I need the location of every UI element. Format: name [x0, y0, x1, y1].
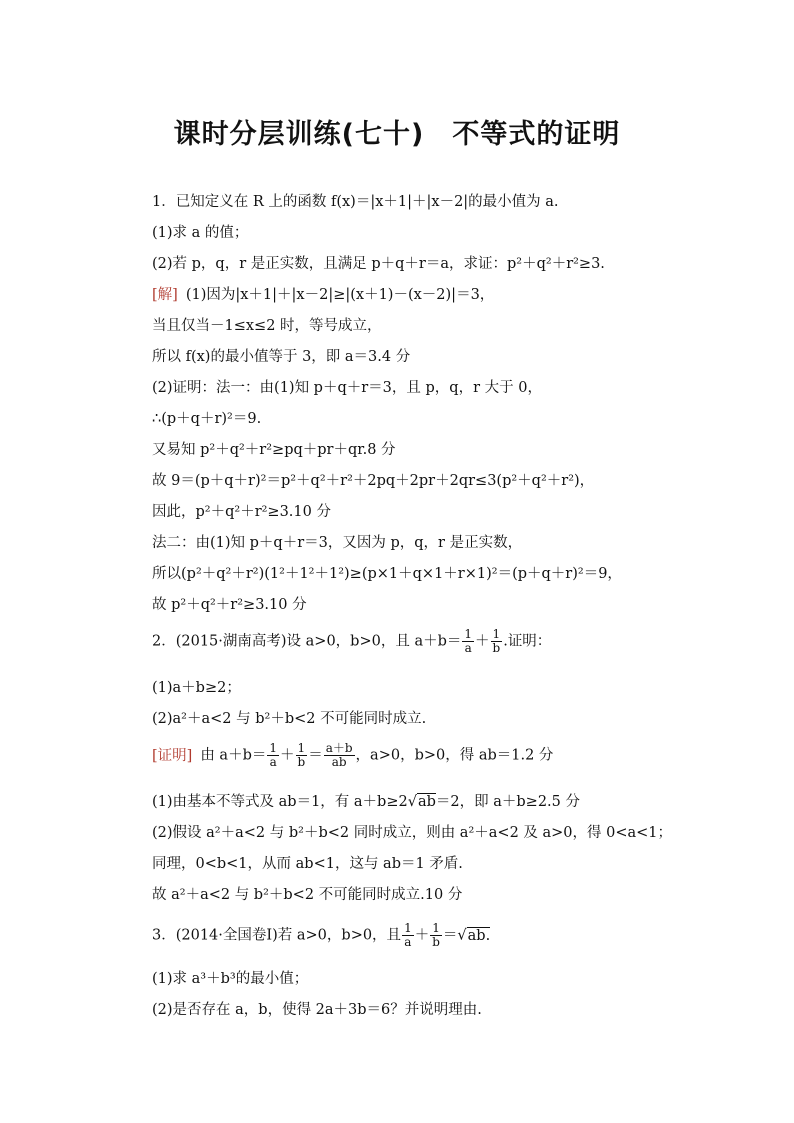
- solution-1-line-6: 又易知 p²＋q²＋r²≥pq＋pr＋qr.8 分: [152, 442, 396, 458]
- solution-1-line-3: 所以 f(x)的最小值等于 3，即 a＝3.4 分: [152, 349, 411, 365]
- solution-1-line-2: 当且仅当－1≤x≤2 时，等号成立，: [152, 318, 382, 334]
- proof-tag: [证明]: [152, 747, 193, 764]
- solution-1-line-10: 所以(p²＋q²＋r²)(1²＋1²＋1²)≥(p×1＋q×1＋r×1)²＝(p＋q＋r)²＝9，: [152, 566, 622, 582]
- solution-1-text: (1)因为|x＋1|＋|x－2|≥|(x＋1)－(x－2)|＝3，: [185, 287, 495, 303]
- problem-2-statement: 2．(2015·湖南高考)设 a>0，b>0，且 a＋b＝ $\frac{1}{a}$ ＋ $\frac{1}{b}$ .证明：: [152, 627, 552, 655]
- fraction-one-over-a: $\frac{1}{a}$: [464, 627, 473, 655]
- solution-tag: [解]: [152, 287, 178, 303]
- solution-1-line: [152, 283, 494, 304]
- problem-3-part-1: (1)求 a³＋b³的最小值；: [152, 971, 309, 987]
- proof-2-line: [证明] 由 a＋b＝ $\frac{1}{a}$ ＋ $\frac{1}{b}$ ＝ $\frac{a+b}{ab}$ ，a>0，b>0，得 ab＝1.2 分: [152, 741, 554, 769]
- problem-2-text-end: 证明：: [507, 633, 552, 650]
- problem-1-part-1: (1)求 a 的值；: [152, 225, 249, 241]
- proof-2-line-5: 故 a²＋a<2 与 b²＋b<2 不可能同时成立.10 分: [152, 887, 463, 903]
- solution-1-line-5: ∴(p＋q＋r)²＝9.: [152, 411, 262, 427]
- problem-2-part-2: (2)a²＋a<2 与 b²＋b<2 不可能同时成立.: [152, 711, 427, 727]
- problem-1-statement: 1．已知定义在 R 上的函数 f(x)＝|x＋1|＋|x－2|的最小值为 a.: [152, 194, 559, 210]
- problem-3-statement: 3．(2014·全国卷Ⅰ)若 a>0，b>0，且 $\frac{1}{a}$ ＋ $\frac{1}{b}$ ＝√ab.: [152, 921, 491, 949]
- problem-3-part-2: (2)是否存在 a，b，使得 2a＋3b＝6？并说明理由.: [152, 1002, 482, 1018]
- solution-1-method-1: (2)证明：法一：由(1)知 p＋q＋r＝3，且 p，q，r 大于 0，: [152, 380, 542, 396]
- fraction-one-over-b: $\frac{1}{b}$: [297, 741, 306, 769]
- fraction-one-over-b: $\frac{1}{b}$: [492, 627, 501, 655]
- solution-1-method-2: 法二：由(1)知 p＋q＋r＝3，又因为 p，q，r 是正实数，: [152, 535, 523, 551]
- proof-2-part-1: (1)由基本不等式及 ab＝1，有 a＋b≥2√ab＝2，即 a＋b≥2.5 分: [152, 794, 580, 810]
- fraction-one-over-a: $\frac{1}{a}$: [404, 921, 412, 949]
- fraction-one-over-b: $\frac{1}{b}$: [432, 921, 440, 949]
- solution-1-line-8: 因此，p²＋q²＋r²≥3.10 分: [152, 504, 331, 520]
- proof-2-part-2: (2)假设 a²＋a<2 与 b²＋b<2 同时成立，则由 a²＋a<2 及 a>0，得 0<a<1；: [152, 825, 673, 841]
- solution-1-line-7: 故 9＝(p＋q＋r)²＝p²＋q²＋r²＋2pq＋2pr＋2qr≤3(p²＋q²＋r²)，: [152, 473, 595, 489]
- problem-1-part-2: (2)若 p，q，r 是正实数，且满足 p＋q＋r＝a，求证：p²＋q²＋r²≥3.: [152, 256, 605, 272]
- fraction-one-over-a: $\frac{1}{a}$: [269, 741, 278, 769]
- problem-2-text: 2．(2015·湖南高考)设 a>0，b>0，且 a＋b＝: [152, 633, 462, 650]
- solution-1-line-11: 故 p²＋q²＋r²≥3.10 分: [152, 597, 307, 613]
- page-title: 课时分层训练(七十) 不等式的证明: [173, 119, 621, 150]
- proof-2-line-4: 同理，0<b<1，从而 ab<1，这与 ab＝1 矛盾.: [152, 856, 463, 872]
- fraction-apb-over-ab: $\frac{a+b}{ab}$: [325, 741, 353, 769]
- problem-2-part-1: (1)a＋b≥2；: [152, 680, 241, 696]
